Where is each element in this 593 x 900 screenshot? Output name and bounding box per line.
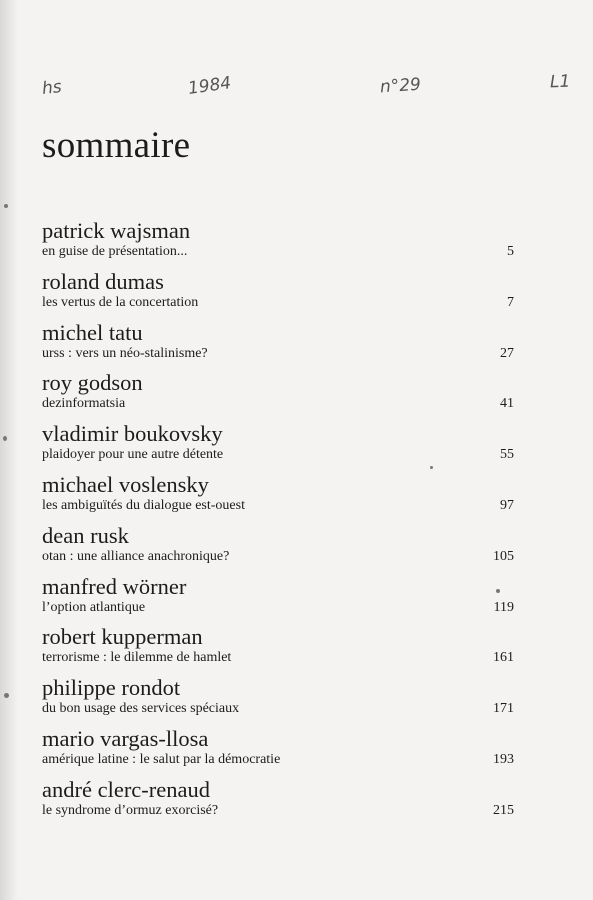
toc-entry	[42, 421, 514, 472]
handwritten-note: L1	[549, 71, 571, 93]
toc-entry	[42, 523, 514, 574]
paper-speck	[3, 436, 7, 441]
toc-subtitle: dezinformatsia	[42, 396, 126, 412]
toc-page-number: 5	[507, 244, 514, 259]
toc-entry	[42, 269, 514, 320]
table-of-contents	[42, 218, 514, 828]
toc-author: patrick wajsman	[42, 218, 191, 243]
toc-page-number: 193	[493, 751, 514, 767]
toc-author: robert kupperman	[42, 624, 203, 650]
handwritten-annotations	[0, 72, 593, 112]
toc-subtitle: le syndrome d’ormuz exorcisé?	[42, 802, 219, 818]
handwritten-note: 1984	[186, 73, 233, 99]
toc-subtitle: les vertus de la concertation	[42, 294, 199, 310]
paper-speck	[430, 466, 433, 469]
toc-author: vladimir boukovsky	[42, 421, 223, 447]
toc-entry	[42, 675, 514, 726]
toc-author: mario vargas-llosa	[42, 725, 209, 751]
toc-entry	[42, 370, 514, 421]
handwritten-note: n°29	[379, 74, 422, 98]
toc-page-number: 105	[493, 548, 514, 564]
toc-author: dean rusk	[42, 522, 129, 548]
toc-subtitle: otan : une alliance anachronique?	[42, 548, 230, 564]
paper-speck	[4, 204, 8, 208]
toc-entry	[42, 777, 514, 828]
toc-page-number: 215	[493, 802, 514, 818]
toc-subtitle: plaidoyer pour une autre détente	[42, 447, 224, 463]
paper-speck	[4, 693, 9, 698]
toc-entry	[42, 726, 514, 777]
page-gutter-shadow	[0, 0, 18, 900]
toc-page-number: 97	[500, 497, 514, 513]
toc-page-number: 55	[500, 447, 514, 463]
toc-author: philippe rondot	[42, 675, 181, 701]
page-title: sommaire	[42, 125, 191, 166]
toc-author: michael voslensky	[42, 471, 209, 497]
handwritten-note: hs	[41, 77, 63, 99]
toc-subtitle: en guise de présentation...	[42, 244, 188, 259]
toc-page-number: 27	[500, 345, 514, 361]
paper-speck	[496, 589, 500, 593]
toc-subtitle: l’option atlantique	[42, 599, 146, 615]
toc-author: manfred wörner	[42, 573, 187, 599]
toc-entry	[42, 320, 514, 371]
toc-author: michel tatu	[42, 319, 143, 345]
toc-subtitle: amérique latine : le salut par la démocratie	[42, 751, 281, 767]
toc-subtitle: terrorisme : le dilemme de hamlet	[42, 650, 232, 666]
toc-page-number: 41	[500, 396, 514, 412]
toc-subtitle: du bon usage des services spéciaux	[42, 701, 240, 717]
toc-entry	[42, 624, 514, 675]
toc-subtitle: urss : vers un néo-stalinisme?	[42, 345, 208, 361]
toc-page-number: 7	[507, 294, 514, 310]
toc-author: roland dumas	[42, 268, 164, 294]
toc-entry	[42, 218, 514, 269]
toc-page-number: 161	[493, 650, 514, 666]
toc-subtitle: les ambiguïtés du dialogue est-ouest	[42, 497, 245, 513]
toc-entry	[42, 574, 514, 625]
toc-page-number: 171	[493, 701, 514, 717]
toc-author: roy godson	[42, 370, 143, 396]
toc-entry	[42, 472, 514, 523]
toc-author: andré clerc-renaud	[42, 776, 211, 802]
toc-page-number: 119	[493, 599, 514, 615]
